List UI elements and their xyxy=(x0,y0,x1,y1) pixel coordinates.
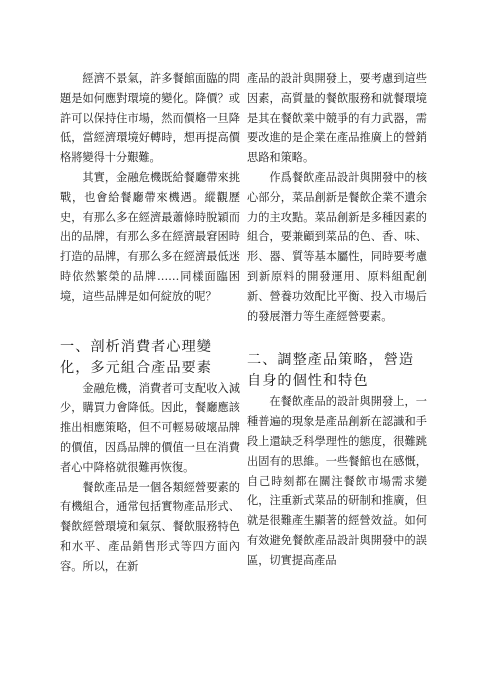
paragraph: 金融危機，消費者可支配收入減少，購買力會降低。因此，餐廳應該推出相應策略，但不可輕易破壞品牌的價值，因爲品牌的價值一旦在消費者心中降格就很難再恢復。 xyxy=(60,381,240,474)
paragraph: 作爲餐飲產品設計與開發中的核心部分，菜品創新是餐飲企業不遺余力的主攻點。菜品創新是多種因素的組合，要兼顧到菜品的色、香、味、形、器、質等基本屬性，同時要考慮到新原料的開發運用、原料組配創新、營養功效配比平衡、投入市場后的發展潛力等生產經營要素。 xyxy=(247,170,427,323)
left-column xyxy=(60,69,240,577)
paragraph: 產品的設計與開發上，要考慮到這些因素，高質量的餐飲服務和就餐環境是其在餐飲業中競爭的有力武器，需要改進的是企業在產品推廣上的營銷思路和策略。 xyxy=(247,72,427,165)
paragraph: 在餐飲產品的設計與開發上，一種普遍的現象是產品創新在認識和手段上還缺乏科學理性的態度，很難跳出固有的思維。一些餐館也在感慨，自己時刻都在關注餐飲市場需求變化，注重新式菜品的研制和推廣，但就是很難產生顯著的經營效益。如何有效避免餐飲產品設計與開發中的誤區，切實提高產品 xyxy=(247,395,427,567)
right-column xyxy=(247,69,427,571)
paragraph: 餐飲產品是一個各類經營要素的有機組合，通常包括實物產品形式、餐飲經營環境和氣氛、餐飲服務特色和水平、產品銷售形式等四方面內容。所以，在新 xyxy=(60,480,240,573)
paragraph: 其實，金融危機既給餐廳帶來挑戰，也會給餐廳帶來機遇。縱觀歷史，有那么多在經濟最蕭條時脫穎而出的品牌，有那么多在經濟最窘困時打造的品牌，有那么多在經濟最低迷時依然繁榮的品牌……同樣面臨困境，這些品牌是如何綻放的呢？ xyxy=(60,170,240,303)
section-heading: 一、剖析消費者心理變化，多元組合產品要素 xyxy=(60,338,212,376)
section-heading: 二、調整產品策略，營造自身的個性和特色 xyxy=(247,352,415,390)
paragraph: 經濟不景氣，許多餐館面臨的問題是如何應對環境的變化。降價？或許可以保持住市場，然而價格一旦降低，當經濟環境好轉時，想再提高價格將變得十分艱難。 xyxy=(60,72,240,165)
